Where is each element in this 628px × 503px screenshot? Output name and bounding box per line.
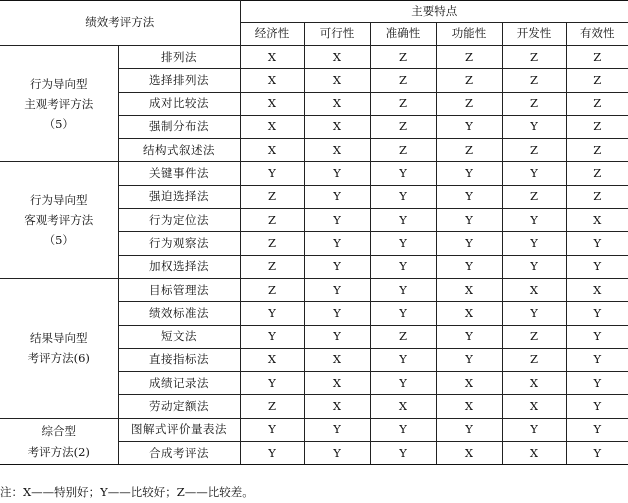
rating-cell: Y [370,185,436,208]
rating-cell: X [436,395,502,418]
method-name-cell: 成对比较法 [118,92,240,115]
table-row [0,418,628,441]
rating-cell: Z [566,92,628,115]
rating-cell: Y [240,442,304,465]
rating-cell: Y [304,442,370,465]
rating-cell: Z [240,232,304,255]
group-header: 主要特点 [240,1,628,23]
method-name-cell: 成绩记录法 [118,372,240,395]
column-header: 有效性 [566,23,628,46]
rating-cell: Y [370,372,436,395]
table-body [0,46,628,465]
rating-cell: Y [240,325,304,348]
column-header: 准确性 [370,23,436,46]
rating-cell: Y [304,162,370,185]
rating-cell: Y [304,325,370,348]
rating-cell: X [240,139,304,162]
table-row [0,278,628,301]
rating-cell: X [370,395,436,418]
method-name-cell: 目标管理法 [118,278,240,301]
rating-cell: Y [240,162,304,185]
rating-cell: Y [502,115,566,138]
rating-cell: Y [566,325,628,348]
table-row [0,46,628,69]
rating-cell: X [502,278,566,301]
rating-cell: Y [436,115,502,138]
rating-cell: Y [304,232,370,255]
rating-cell: Y [370,302,436,325]
rating-cell: Z [566,69,628,92]
rating-cell: X [304,348,370,371]
rating-cell: Z [566,185,628,208]
method-name-cell: 劳动定额法 [118,395,240,418]
rating-cell: Z [370,325,436,348]
rating-cell: X [304,115,370,138]
rating-cell: Y [370,255,436,278]
method-name-cell: 合成考评法 [118,442,240,465]
rating-cell: Z [502,46,566,69]
category-label-line: 结果导向型 [30,331,88,346]
rating-cell: Y [436,418,502,441]
rating-cell: Y [304,209,370,232]
rating-cell: Z [566,46,628,69]
column-header: 经济性 [240,23,304,46]
rating-cell: Y [304,185,370,208]
rating-cell: Y [304,302,370,325]
rating-cell: Y [304,418,370,441]
rating-cell: X [240,69,304,92]
rating-cell: Y [502,418,566,441]
rating-cell: Z [370,69,436,92]
rating-cell: Y [502,302,566,325]
rating-cell: Z [240,255,304,278]
rating-cell: Y [370,209,436,232]
category-cell [0,418,118,465]
rating-cell: Y [566,302,628,325]
rating-cell: X [436,302,502,325]
method-name-cell: 行为定位法 [118,209,240,232]
rating-cell: Y [566,442,628,465]
category-label-line: 主观考评方法 [24,96,94,111]
rating-cell: X [436,442,502,465]
category-label-line: （5） [43,116,74,131]
rating-cell: Y [502,209,566,232]
rating-cell: Z [502,325,566,348]
rating-cell: Y [436,255,502,278]
rating-cell: X [566,278,628,301]
column-header: 可行性 [304,23,370,46]
category-cell [0,162,118,278]
rating-cell: Z [436,139,502,162]
column-header: 功能性 [436,23,502,46]
rating-cell: Y [304,278,370,301]
rating-cell: Z [502,92,566,115]
method-name-cell: 图解式评价量表法 [118,418,240,441]
rating-cell: X [304,139,370,162]
method-name-cell: 绩效标准法 [118,302,240,325]
category-label-line: 考评方法(2) [27,444,90,459]
rating-cell: Y [566,418,628,441]
category-label-line: 综合型 [41,424,76,439]
rating-cell: Y [436,232,502,255]
rating-cell: X [240,92,304,115]
rating-cell: X [566,209,628,232]
method-name-cell: 行为观察法 [118,232,240,255]
rating-cell: Z [502,139,566,162]
rating-cell: X [502,372,566,395]
rating-cell: Z [566,162,628,185]
rating-cell: Y [370,348,436,371]
rating-cell: X [240,115,304,138]
rating-cell: Y [566,348,628,371]
rating-cell: Z [370,115,436,138]
rating-cell: X [502,442,566,465]
method-name-cell: 直接指标法 [118,348,240,371]
rating-cell: Y [436,348,502,371]
category-label-line: 考评方法(6) [27,351,90,366]
rating-cell: Z [502,185,566,208]
category-label-line: 行为导向型 [30,193,88,208]
category-cell [0,278,118,418]
rating-cell: Z [240,185,304,208]
rating-cell: X [304,372,370,395]
rating-cell: Y [436,162,502,185]
rating-cell: Y [240,418,304,441]
rating-cell: X [436,278,502,301]
table-row [0,162,628,185]
corner-header: 绩效考评方法 [0,1,240,46]
rating-cell: Y [502,162,566,185]
column-header: 开发性 [502,23,566,46]
category-label-line: 行为导向型 [30,76,88,91]
rating-cell: X [240,46,304,69]
category-label-line: （5） [43,233,74,248]
rating-cell: Y [304,255,370,278]
rating-cell: Y [566,255,628,278]
legend-note: 注：X——特别好；Y——比较好；Z——比较差。 [0,485,254,499]
rating-cell: Y [436,209,502,232]
rating-cell: X [502,395,566,418]
method-name-cell: 结构式叙述法 [118,139,240,162]
rating-cell: Z [240,278,304,301]
rating-cell: X [304,46,370,69]
rating-cell: Y [240,372,304,395]
rating-cell: Y [436,185,502,208]
method-name-cell: 短文法 [118,325,240,348]
rating-cell: X [304,395,370,418]
rating-cell: Y [370,418,436,441]
rating-cell: Y [370,162,436,185]
rating-cell: Z [566,139,628,162]
rating-cell: Y [240,302,304,325]
rating-cell: Y [566,372,628,395]
method-name-cell: 关键事件法 [118,162,240,185]
rating-cell: X [240,348,304,371]
rating-cell: Z [240,395,304,418]
rating-cell: Z [370,139,436,162]
rating-cell: X [304,92,370,115]
rating-cell: Y [436,325,502,348]
rating-cell: Y [370,278,436,301]
rating-cell: Y [370,232,436,255]
method-name-cell: 排列法 [118,46,240,69]
rating-cell: Y [566,232,628,255]
rating-cell: Z [240,209,304,232]
rating-cell: Z [436,92,502,115]
method-name-cell: 加权选择法 [118,255,240,278]
rating-cell: X [304,69,370,92]
rating-cell: Z [436,69,502,92]
category-cell [0,46,118,162]
rating-cell: Z [370,46,436,69]
rating-cell: X [436,372,502,395]
rating-cell: Z [566,115,628,138]
rating-cell: Y [566,395,628,418]
category-label-line: 客观考评方法 [24,213,94,228]
rating-cell: Z [502,348,566,371]
rating-cell: Z [436,46,502,69]
method-name-cell: 强迫选择法 [118,185,240,208]
rating-cell: Y [502,255,566,278]
rating-cell: Z [502,69,566,92]
rating-cell: Z [370,92,436,115]
rating-cell: Y [370,442,436,465]
method-name-cell: 强制分布法 [118,115,240,138]
rating-cell: Y [502,232,566,255]
method-name-cell: 选择排列法 [118,69,240,92]
